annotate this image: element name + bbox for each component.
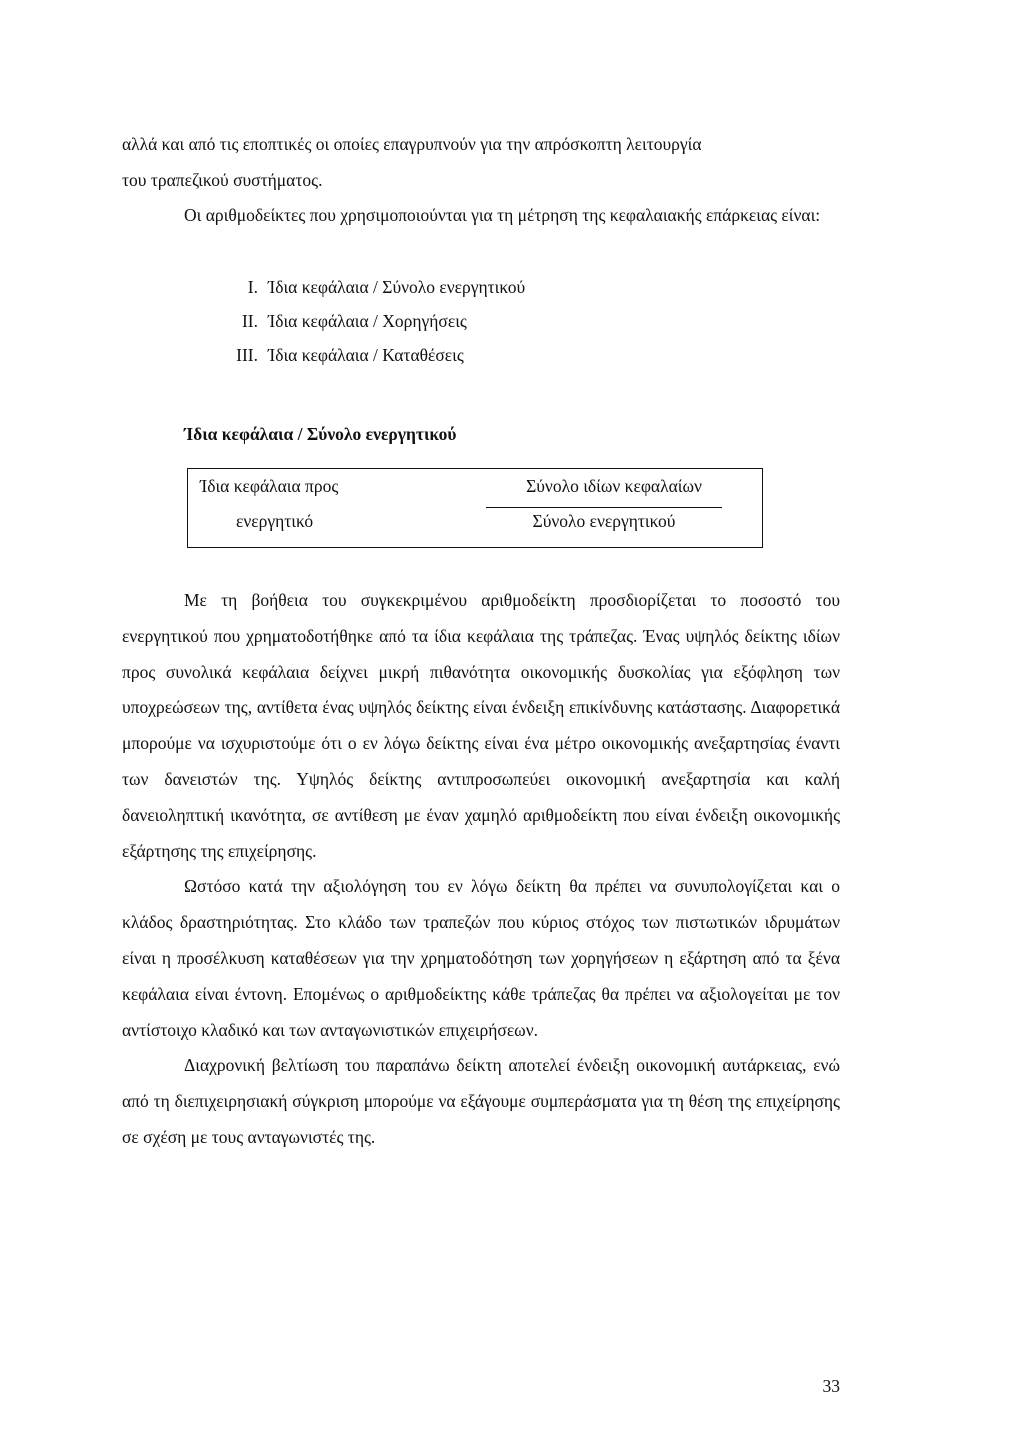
paragraph: Με τη βοήθεια του συγκεκριμένου αριθμοδείκτη προσδιορίζεται το ποσοστό του ενεργητικού που χρηματοδοτήθηκε από τα ίδια κεφάλαια της τράπεζας. Ένας υψηλός δείκτης ιδίων προς συνολικά κεφάλαια δείχνει μικρή πιθανότητα οικονομικής δυσκολίας για εξόφληση των υποχρεώσεων της, αντίθετα ένας υψηλός δείκτης είναι ένδειξη επικίνδυνης κατάστασης. Διαφορετικά μπορούμε να ισχυριστούμε ότι ο εν λόγω δείκτης είναι ένα μέτρο οικονομικής ανεξαρτησίας έναντι των δανειστών της. Υψηλός δείκτης αντιπροσωπεύει οικονομική ανεξαρτησία και καλή δανειοληπτική ικανότητα, σε αντίθεση με έναν χαμηλό αριθμοδείκτη που είναι ένδειξη οικονομικής εξάρτησης της επιχείρησης. <box>122 590 840 861</box>
list-item <box>228 304 525 338</box>
list-item-text: Ίδια κεφάλαια / Σύνολο ενεργητικού <box>268 277 526 297</box>
page-number: 33 <box>822 1376 840 1396</box>
formula-numerator: Σύνολο ιδίων κεφαλαίων <box>526 476 702 496</box>
intro-paragraph <box>122 198 840 234</box>
paragraph: Διαχρονική βελτίωση του παραπάνω δείκτη αποτελεί ένδειξη οικονομική αυτάρκειας, ενώ από τη διεπιχειρησιακή σύγκριση μπορούμε να εξάγουμε συμπεράσματα για τη θέση της επιχείρησης σε σχέση με τους ανταγωνιστές της. <box>122 1055 840 1147</box>
section-heading: Ίδια κεφάλαια / Σύνολο ενεργητικού <box>184 424 457 444</box>
formula-label-line1: Ίδια κεφάλαια προς <box>200 476 339 496</box>
list-item <box>228 338 525 372</box>
intro-continuation <box>122 127 840 199</box>
intro-line: του τραπεζικού συστήματος. <box>122 169 323 190</box>
list-item-text: Ίδια κεφάλαια / Καταθέσεις <box>268 345 464 365</box>
formula-denominator: Σύνολο ενεργητικού <box>532 511 676 531</box>
list-item-number: III. <box>236 345 258 365</box>
list-item <box>228 270 525 304</box>
intro-line: αλλά και από τις εποπτικές οι οποίες επαγρυπνούν για την απρόσκοπτη λειτουργία <box>122 134 702 154</box>
intro-paragraph-text: Οι αριθμοδείκτες που χρησιμοποιούνται για τη μέτρηση της κεφαλαιακής επάρκειας είναι: <box>184 205 821 225</box>
body-text <box>122 583 840 1156</box>
fraction-bar <box>486 507 722 508</box>
list-item-number: I. <box>247 277 258 297</box>
paragraph: Ωστόσο κατά την αξιολόγηση του εν λόγω δείκτη θα πρέπει να συνυπολογίζεται και ο κλάδος δραστηριότητας. Στο κλάδο των τραπεζών που κύριος στόχος των πιστωτικών ιδρυμάτων είναι η προσέλκυση καταθέσεων για την χρηματοδότηση των χορηγήσεων η εξάρτηση από τα ξένα κεφάλαια είναι έντονη. Επομένως ο αριθμοδείκτης κάθε τράπεζας θα πρέπει να αξιολογείται με τον αντίστοιχο κλαδικό και των ανταγωνιστικών επιχειρήσεων. <box>122 876 840 1040</box>
ratio-list <box>228 270 525 372</box>
formula-box <box>187 468 763 548</box>
list-item-text: Ίδια κεφάλαια / Χορηγήσεις <box>268 311 467 331</box>
list-item-number: II. <box>241 311 258 331</box>
formula-label-line2: ενεργητικό <box>236 511 314 531</box>
